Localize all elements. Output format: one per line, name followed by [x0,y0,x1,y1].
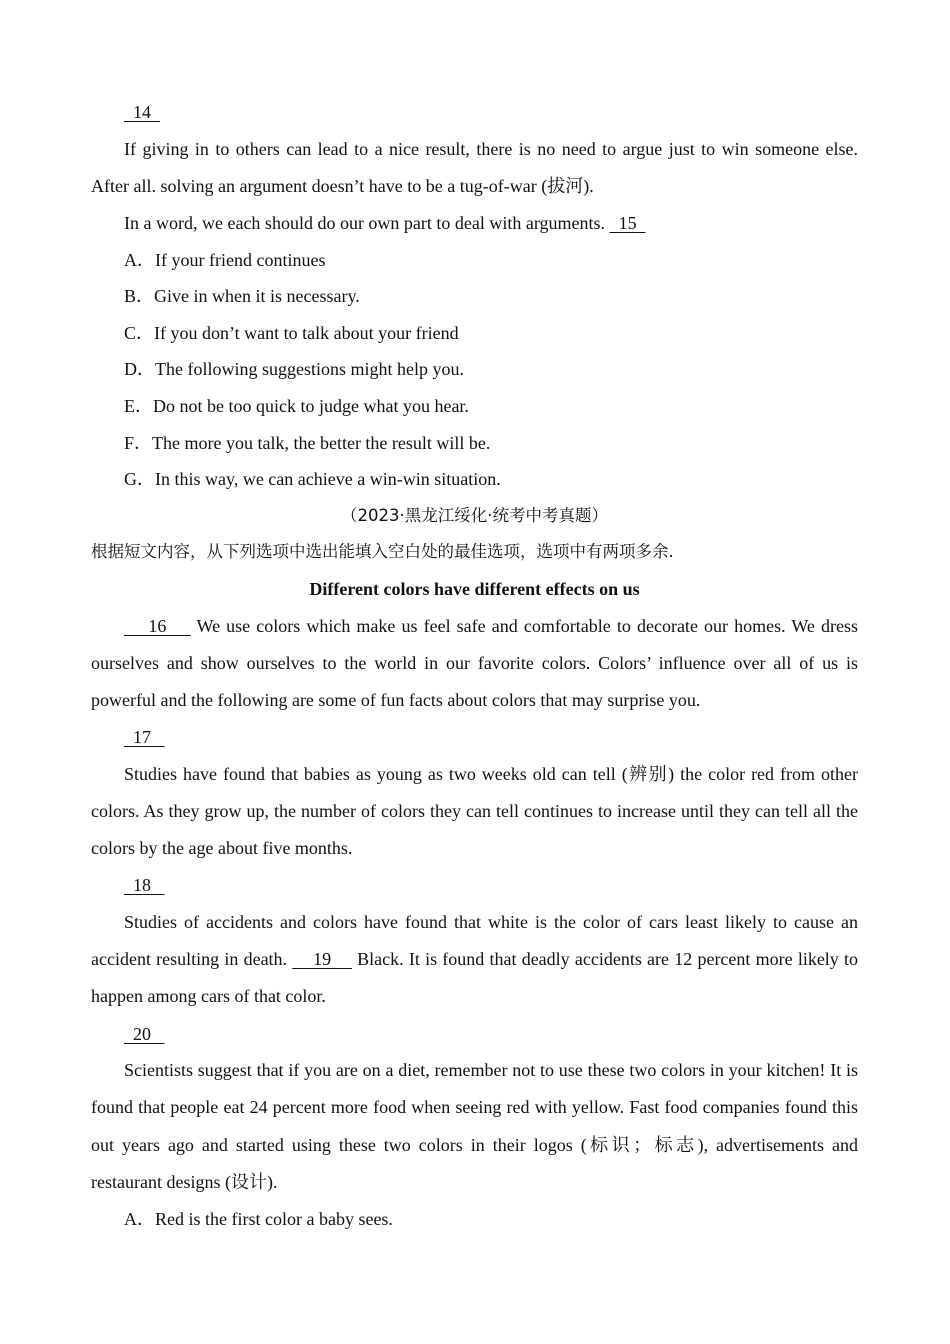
option-e: E．Do not be too quick to judge what you hear. [124,395,469,416]
option-a: A．If your friend continues [124,249,326,270]
option-b: B．Give in when it is necessary. [124,286,360,307]
paragraph-accidents-text-b: Black. It is found that deadly accidents are 12 percent more likely to happen among cars of that color. [91,949,859,1007]
blank-20: 20 [124,1023,165,1044]
paragraph-accidents [91,904,858,1016]
option-a-colors: A．Red is the first color a baby sees. [124,1208,393,1229]
option-d: D．The following suggestions might help you. [124,359,464,380]
passage-title: Different colors have different effects on us [309,578,640,599]
paragraph-16-text: We use colors which make us feel safe and comfortable to decorate our homes. We dress ourselves and show ourselves to the world in our favorite colors. Colors’ influence over all of us is powerful and the following are some of fun facts about colors that may surprise you. [91,615,859,710]
blank-16: 16 [124,615,191,636]
blank-19: 19 [292,949,352,970]
paragraph-in-a-word-text: In a word, we each should do our own part to deal with arguments. [124,213,610,233]
blank-17-line [91,719,858,756]
blank-14-line [91,94,858,131]
paragraph-accidents-text-a: Studies of accidents and colors have found that white is the color of cars least likely to cause an accident resulting in death. [91,911,858,970]
paragraph-in-a-word [91,205,858,242]
blank-18-line [91,867,858,904]
paragraph-tug-of-war: If giving in to others can lead to a nice result, there is no need to argue just to win someone else. After all. solving an argument doesn’t have to be a tug-of-war (拔河). [91,138,858,196]
blank-20-line [91,1016,858,1053]
source-label: （2023·黑龙江绥化·统考中考真题） [341,505,608,525]
blank-15: 15 [609,213,646,233]
instruction-text: 根据短文内容，从下列选项中选出能填入空白处的最佳选项，选项中有两项多余. [91,542,674,562]
document-content [91,94,858,1238]
blank-18: 18 [124,875,165,896]
paragraph-16 [91,608,858,720]
blank-17: 17 [124,727,165,748]
option-c: C．If you don’t want to talk about your friend [124,322,459,343]
blank-14: 14 [124,102,160,122]
paragraph-babies: Studies have found that babies as young as two weeks old can tell (辨别) the color red from other colors. As they grow up, the number of colors they can tell continues to increase until they can tell all the colors by the age about five months. [91,763,858,859]
option-f: F．The more you talk, the better the result will be. [124,432,491,453]
paragraph-diet: Scientists suggest that if you are on a diet, remember not to use these two colors in your kitchen! It is found that people eat 24 percent more food when seeing red with yellow. Fast food companies found this out years ago and started using these two colors in their logos (标识；标志), advertisements and restaurant designs (设计). [91,1060,858,1192]
option-g: G．In this way, we can achieve a win-win situation. [124,469,501,490]
